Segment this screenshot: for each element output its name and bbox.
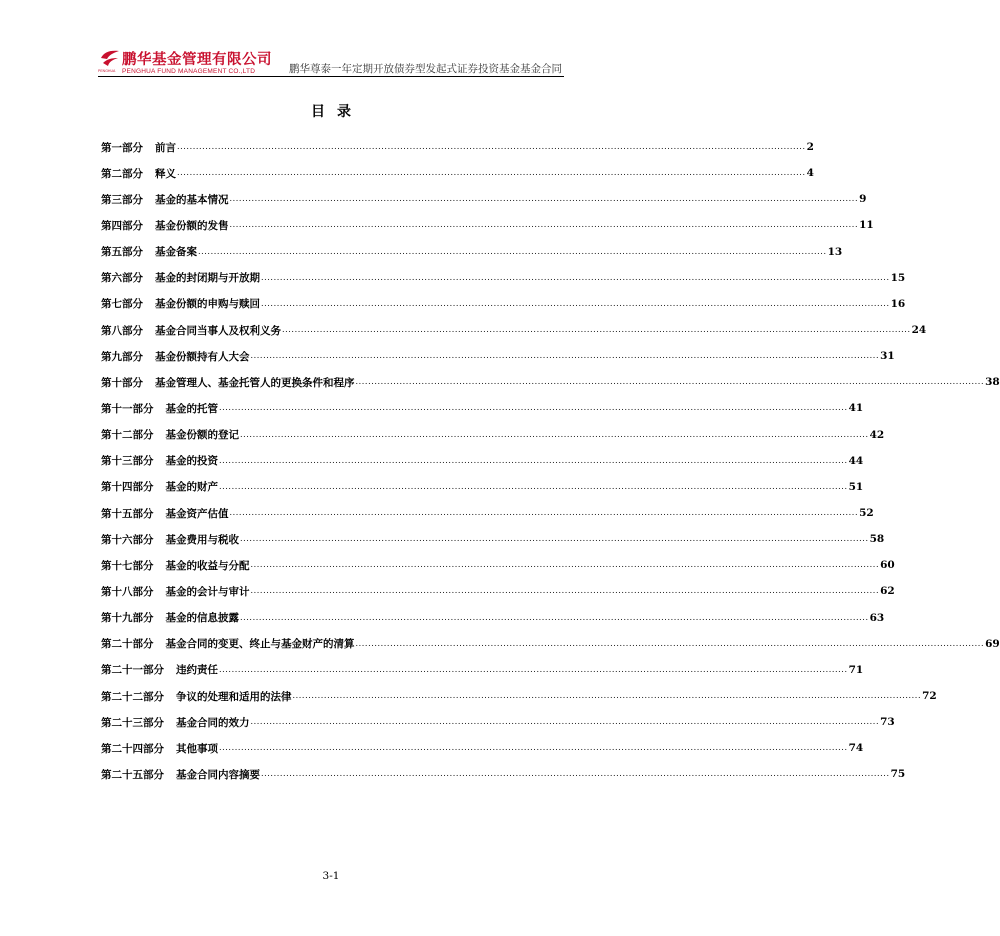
toc-leader-dots: ........................................................................................................................................................................................................: [261, 298, 890, 308]
toc-entry-page: 31: [880, 350, 895, 363]
toc-entry-part: 第十一部分: [101, 402, 154, 415]
toc-leader-dots: ........................................................................................................................................................................................................: [261, 272, 890, 282]
toc-entry[interactable]: [101, 709, 895, 735]
toc-entry-page: 62: [880, 585, 895, 598]
toc-entry[interactable]: [101, 631, 1000, 657]
toc-entry[interactable]: [101, 265, 906, 291]
page-number: 3-1: [322, 870, 340, 882]
toc-entry-title: 违约责任: [176, 664, 218, 677]
toc-entry-page: 16: [890, 297, 906, 310]
document-title: 鹏华尊泰一年定期开放债券型发起式证券投资基金基金合同: [289, 63, 562, 75]
toc-entry-title: 基金份额持有人大会: [155, 350, 250, 363]
toc-entry-page: 51: [848, 480, 864, 493]
toc-entry-title: 基金的财产: [165, 481, 218, 494]
toc-entry[interactable]: [101, 448, 864, 474]
toc-entry[interactable]: [101, 422, 885, 448]
toc-leader-dots: ........................................................................................................................................................................................................: [282, 325, 911, 335]
toc-entry[interactable]: [101, 578, 895, 604]
toc-entry-part: 第八部分: [101, 324, 143, 337]
toc-leader-dots: ........................................................................................................................................................................................................: [240, 534, 869, 544]
toc-entry-page: 52: [859, 507, 874, 520]
toc-entry-title: 基金资产估值: [165, 507, 229, 520]
toc-entry-title: 基金备案: [155, 246, 197, 259]
toc-entry-part: 第九部分: [101, 350, 143, 363]
toc-entry-page: 44: [848, 454, 864, 467]
toc-entry[interactable]: [101, 343, 895, 369]
toc-entry-page: 4: [806, 167, 814, 180]
toc-leader-dots: ........................................................................................................................................................................................................: [177, 168, 806, 178]
toc-entry-part: 第二十三部分: [101, 716, 164, 729]
logo-company-name-cn: 鹏华基金管理有限公司: [122, 52, 272, 68]
toc-entry-title: 基金份额的申购与赎回: [155, 298, 260, 311]
toc-entry-part: 第六部分: [101, 272, 143, 285]
toc-leader-dots: ........................................................................................................................................................................................................: [250, 351, 880, 361]
toc-entry-part: 第十六部分: [101, 533, 154, 546]
page-header: [98, 44, 564, 77]
toc-entry-title: 基金的投资: [165, 455, 218, 468]
toc-leader-dots: ........................................................................................................................................................................................................: [292, 691, 922, 701]
toc-leader-dots: ........................................................................................................................................................................................................: [177, 142, 806, 152]
toc-leader-dots: ........................................................................................................................................................................................................: [261, 769, 890, 779]
toc-entry-page: 60: [880, 559, 895, 572]
toc-leader-dots: ........................................................................................................................................................................................................: [219, 455, 848, 465]
toc-heading: 目录: [311, 104, 363, 120]
toc-entry-page: 73: [880, 716, 895, 729]
toc-entry-part: 第二十部分: [101, 638, 154, 651]
toc-entry-page: 11: [859, 219, 874, 232]
toc-entry-part: 第十三部分: [101, 455, 154, 468]
toc-entry-page: 41: [848, 402, 864, 415]
toc-entry-page: 38: [985, 376, 1000, 389]
toc-entry-page: 72: [922, 690, 937, 703]
toc-entry-title: 基金合同的效力: [176, 716, 250, 729]
toc-entry-part: 第七部分: [101, 298, 143, 311]
toc-entry[interactable]: [101, 500, 874, 526]
toc-entry-title: 基金的封闭期与开放期: [155, 272, 260, 285]
logo-company-name-en: PENGHUA FUND MANAGEMENT CO.,LTD: [122, 68, 256, 75]
toc-entry-page: 74: [848, 742, 864, 755]
toc-entry[interactable]: [101, 395, 864, 421]
toc-entry[interactable]: [101, 761, 906, 787]
toc-entry[interactable]: [101, 683, 937, 709]
toc-entry-title: 基金合同当事人及权利义务: [155, 324, 281, 337]
toc-leader-dots: ........................................................................................................................................................................................................: [219, 664, 848, 674]
toc-entry-title: 基金的收益与分配: [165, 559, 250, 572]
table-of-contents: [101, 134, 1000, 788]
toc-entry[interactable]: [101, 239, 843, 265]
toc-leader-dots: ........................................................................................................................................................................................................: [250, 717, 880, 727]
toc-entry-page: 2: [806, 141, 814, 154]
toc-entry-title: 基金份额的登记: [165, 429, 239, 442]
toc-entry-title: 基金合同内容摘要: [176, 768, 260, 781]
toc-entry-page: 9: [859, 193, 867, 206]
toc-entry-page: 13: [827, 245, 843, 258]
toc-entry[interactable]: [101, 160, 814, 186]
toc-leader-dots: ........................................................................................................................................................................................................: [198, 246, 827, 256]
toc-entry-part: 第四部分: [101, 219, 143, 232]
toc-entry-title: 基金的托管: [165, 402, 218, 415]
toc-entry[interactable]: [101, 552, 895, 578]
toc-entry-page: 71: [848, 663, 864, 676]
toc-entry-part: 第一部分: [101, 141, 143, 154]
toc-entry-page: 75: [890, 768, 906, 781]
toc-entry-title: 基金的信息披露: [165, 612, 239, 625]
toc-entry-title: 基金管理人、基金托管人的更换条件和程序: [155, 376, 355, 389]
toc-entry[interactable]: [101, 212, 874, 238]
toc-entry[interactable]: [101, 317, 927, 343]
toc-leader-dots: ........................................................................................................................................................................................................: [229, 508, 859, 518]
toc-entry-part: 第二十五部分: [101, 768, 164, 781]
toc-entry-part: 第十四部分: [101, 481, 154, 494]
toc-entry[interactable]: [101, 526, 885, 552]
toc-leader-dots: ........................................................................................................................................................................................................: [250, 560, 880, 570]
toc-entry-part: 第二十一部分: [101, 664, 164, 677]
toc-entry-part: 第十部分: [101, 376, 143, 389]
toc-entry[interactable]: [101, 134, 814, 160]
toc-entry-page: 69: [985, 637, 1000, 650]
toc-entry-title: 释义: [155, 167, 176, 180]
toc-entry[interactable]: [101, 657, 864, 683]
company-logo: [98, 48, 273, 76]
toc-entry-page: 63: [869, 611, 885, 624]
logo-small-text: PENGHUA: [98, 69, 116, 73]
toc-entry-part: 第五部分: [101, 246, 143, 259]
toc-entry[interactable]: [101, 186, 867, 212]
toc-entry[interactable]: [101, 369, 1000, 395]
toc-leader-dots: ........................................................................................................................................................................................................: [250, 586, 880, 596]
toc-entry[interactable]: [101, 291, 906, 317]
toc-entry-part: 第二十四部分: [101, 742, 164, 755]
toc-entry-title: 争议的处理和适用的法律: [176, 690, 292, 703]
toc-leader-dots: ........................................................................................................................................................................................................: [240, 429, 869, 439]
toc-leader-dots: ........................................................................................................................................................................................................: [355, 638, 985, 648]
toc-entry-page: 15: [890, 271, 906, 284]
toc-entry-page: 24: [911, 324, 927, 337]
toc-leader-dots: ........................................................................................................................................................................................................: [229, 220, 859, 230]
toc-entry-part: 第十七部分: [101, 559, 154, 572]
toc-entry-title: 基金合同的变更、终止与基金财产的清算: [165, 638, 355, 651]
toc-entry[interactable]: [101, 474, 864, 500]
toc-leader-dots: ........................................................................................................................................................................................................: [229, 194, 859, 204]
toc-entry[interactable]: [101, 605, 885, 631]
toc-entry-title: 基金份额的发售: [155, 219, 229, 232]
toc-leader-dots: ........................................................................................................................................................................................................: [240, 612, 869, 622]
toc-entry-title: 前言: [155, 141, 176, 154]
toc-entry-part: 第十八部分: [101, 585, 154, 598]
toc-leader-dots: ........................................................................................................................................................................................................: [219, 481, 848, 491]
penghua-logo-icon: [100, 49, 120, 67]
toc-leader-dots: ........................................................................................................................................................................................................: [219, 743, 848, 753]
toc-entry-title: 基金的会计与审计: [165, 585, 250, 598]
toc-leader-dots: ........................................................................................................................................................................................................: [219, 403, 848, 413]
toc-entry-page: 42: [869, 428, 885, 441]
toc-entry-title: 其他事项: [176, 742, 218, 755]
toc-entry-part: 第十九部分: [101, 612, 154, 625]
toc-entry[interactable]: [101, 735, 864, 761]
toc-entry-part: 第二部分: [101, 167, 143, 180]
toc-entry-page: 58: [869, 533, 885, 546]
toc-entry-part: 第十二部分: [101, 429, 154, 442]
toc-entry-title: 基金的基本情况: [155, 193, 229, 206]
toc-leader-dots: ........................................................................................................................................................................................................: [355, 377, 985, 387]
toc-entry-part: 第二十二部分: [101, 690, 164, 703]
toc-entry-title: 基金费用与税收: [165, 533, 239, 546]
toc-entry-part: 第三部分: [101, 193, 143, 206]
toc-entry-part: 第十五部分: [101, 507, 154, 520]
